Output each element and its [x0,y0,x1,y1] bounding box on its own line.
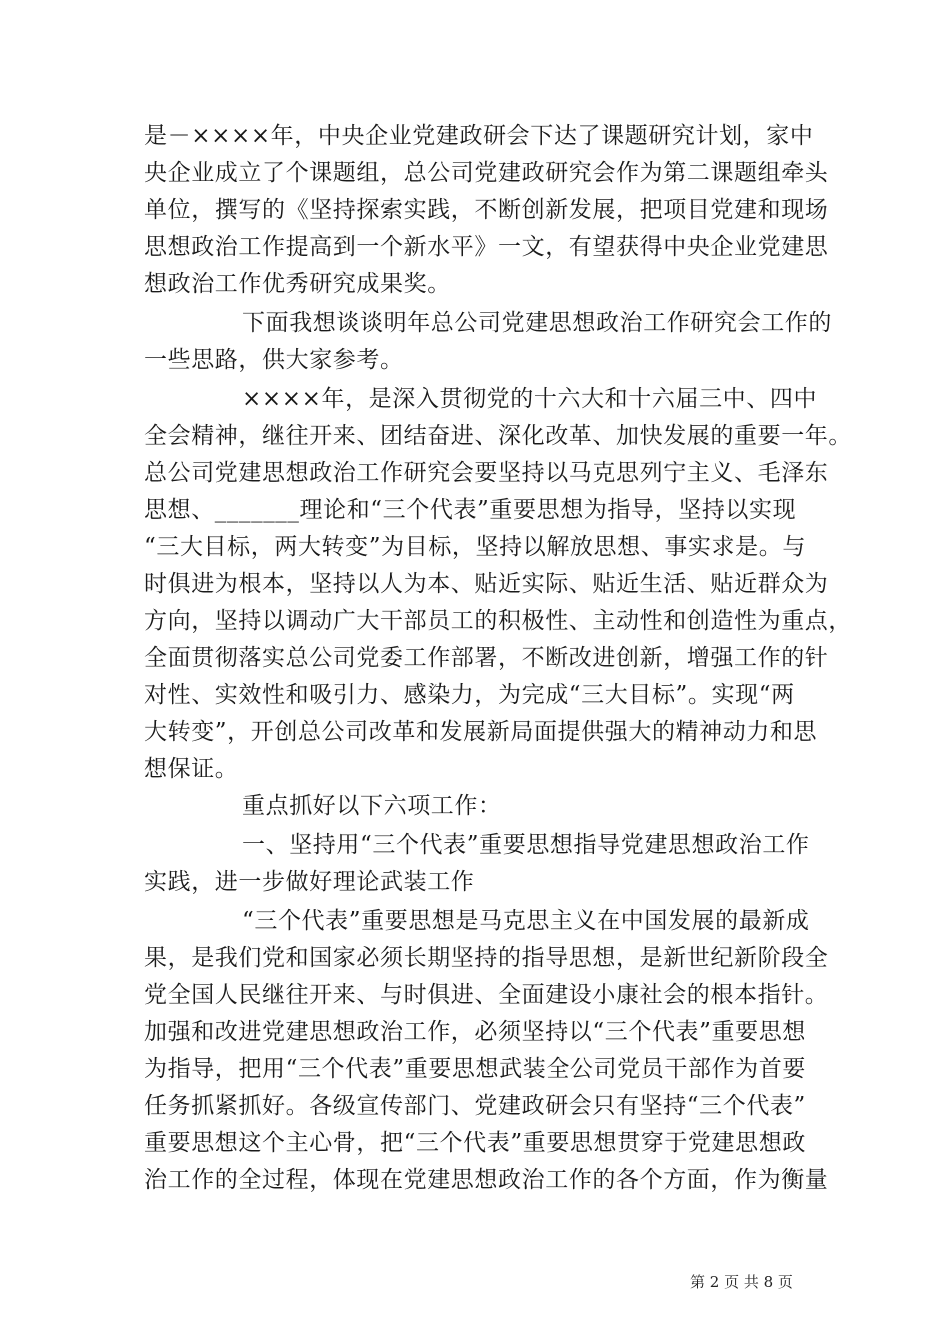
text-line: “三个代表”重要思想是马克思主义在中国发展的最新成 [242,908,810,934]
text-line: 是－××××年，中央企业党建政研会下达了课题研究计划，家中 [144,123,814,149]
text-line: 党全国人民继往开来、与时俱进、全面建设小康社会的根本指针。 [144,982,829,1008]
section-lead: 重点抓好以下六项工作： [242,793,502,819]
section-heading: 一、坚持用“三个代表”重要思想指导党建思想政治工作 [242,832,810,858]
section-heading: 实践，进一步做好理论武装工作 [144,869,475,895]
text-line: 加强和改进党建思想政治工作，必须坚持以“三个代表”重要思想 [144,1019,806,1045]
text-line: 总公司党建思想政治工作研究会要坚持以马克思列宁主义、毛泽东 [144,460,829,486]
text-line: 治工作的全过程，体现在党建思想政治工作的各个方面，作为衡量 [144,1167,829,1193]
text-line: 想保证。 [144,756,239,782]
text-line: 全会精神，继往开来、团结奋进、深化改革、加快发展的重要一年。 [144,423,852,449]
text-line: 想政治工作优秀研究成果奖。 [144,271,451,297]
text-line: 单位，撰写的《坚持探索实践，不断创新发展，把项目党建和现场 [144,197,829,223]
text-line: 为指导，把用“三个代表”重要思想武装全公司党员干部作为首要 [144,1056,806,1082]
text-line: 一些思路，供大家参考。 [144,347,404,373]
text-line: 重要思想这个主心骨，把“三个代表”重要思想贯穿于党建思想政 [144,1130,806,1156]
text-line: 果，是我们党和国家必须长期坚持的指导思想，是新世纪新阶段全 [144,945,829,971]
text-line: 思想政治工作提高到一个新水平》一文，有望获得中央企业党建思 [144,234,829,260]
text-line: 央企业成立了个课题组，总公司党建政研究会作为第二课题组牵头 [144,160,829,186]
text-line: 下面我想谈谈明年总公司党建思想政治工作研究会工作的 [242,310,832,336]
text-line: 任务抓紧抓好。各级宣传部门、党建政研会只有坚持“三个代表” [144,1093,806,1119]
text-line: 大转变”，开创总公司改革和发展新局面提供强大的精神动力和思 [144,719,818,745]
text-line: 时俱进为根本，坚持以人为本、贴近实际、贴近生活、贴近群众为 [144,571,829,597]
text-line: ××××年，是深入贯彻党的十六大和十六届三中、四中 [242,386,818,412]
text-line: 方向，坚持以调动广大干部员工的积极性、主动性和创造性为重点， [144,608,852,634]
page-number: 第 2 页 共 8 页 [690,1273,793,1291]
text-line: “三大目标，两大转变”为目标，坚持以解放思想、事实求是。与 [144,534,806,560]
text-line: 对性、实效性和吸引力、感染力，为完成“三大目标”。实现“两 [144,682,795,708]
text-line: 思想、_______理论和“三个代表”重要思想为指导，坚持以实现 [144,497,797,523]
text-line: 全面贯彻落实总公司党委工作部署，不断改进创新，增强工作的针 [144,645,829,671]
